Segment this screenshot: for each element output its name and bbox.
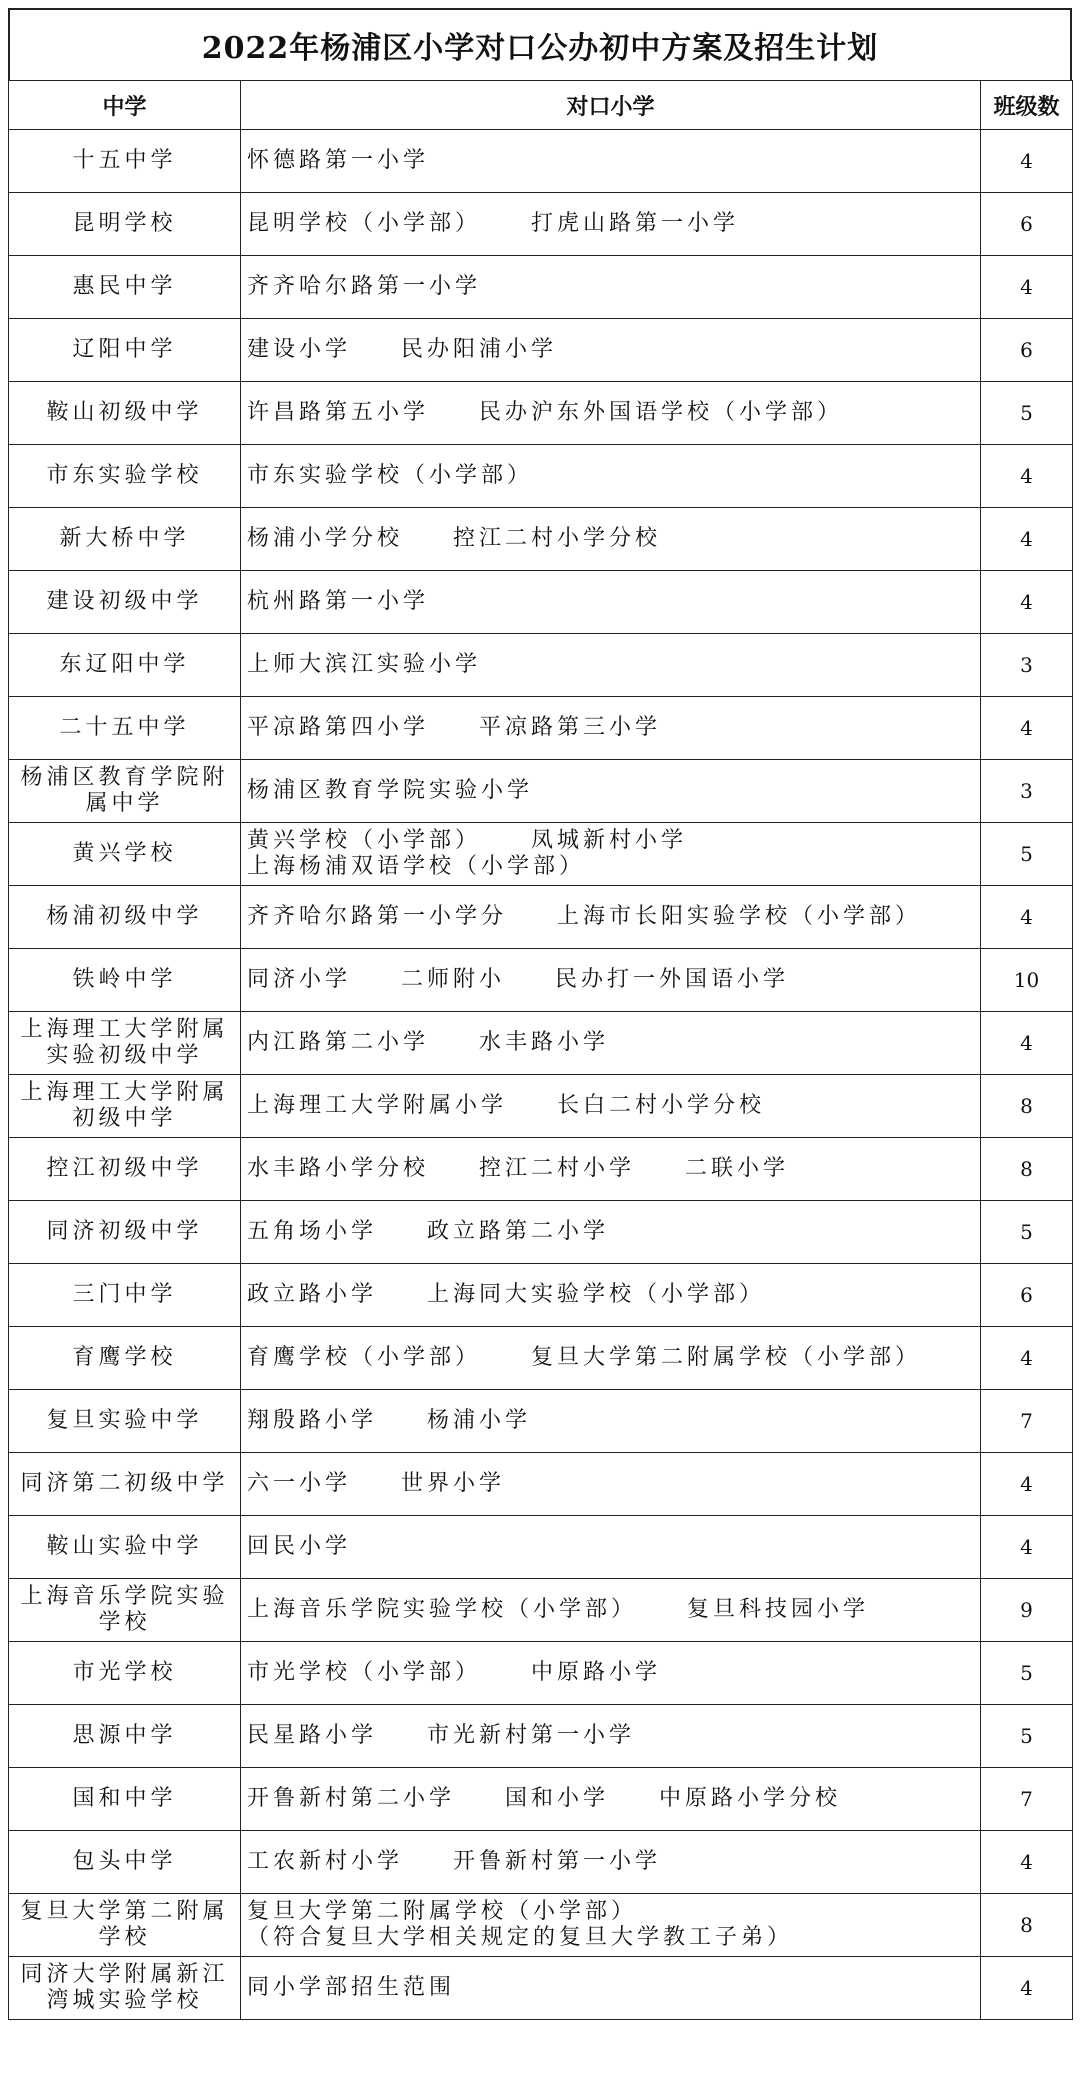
primary-school-name: 长白二村小学分校	[557, 1093, 766, 1118]
middle-school-cell: 同济初级中学	[9, 1201, 241, 1264]
class-count-cell: 10	[981, 949, 1073, 1012]
class-count-cell: 4	[981, 697, 1073, 760]
class-count-cell: 4	[981, 130, 1073, 193]
primary-school-name: 市光学校（小学部）	[247, 1660, 482, 1685]
primary-school-name: 世界小学	[401, 1471, 506, 1496]
primary-schools-cell	[241, 760, 981, 823]
primary-school-name: 政立路第二小学	[427, 1219, 610, 1244]
primary-schools-cell	[241, 823, 981, 886]
primary-school-name: 水丰路小学	[479, 1030, 610, 1055]
class-count-cell: 4	[981, 256, 1073, 319]
middle-school-cell: 复旦大学第二附属学校	[9, 1894, 241, 1957]
primary-school-name: 开鲁新村第二小学	[247, 1786, 456, 1811]
table-row	[9, 697, 1073, 760]
header-class-count: 班级数	[981, 81, 1073, 130]
primary-school-note: （符合复旦大学相关规定的复旦大学教工子弟）	[247, 1925, 794, 1950]
table-row	[9, 445, 1073, 508]
primary-school-name: 怀德路第一小学	[247, 148, 430, 173]
middle-school-cell: 控江初级中学	[9, 1138, 241, 1201]
primary-schools-cell	[241, 382, 981, 445]
primary-school-name: 市东实验学校（小学部）	[247, 463, 534, 488]
primary-schools-cell	[241, 130, 981, 193]
middle-school-cell: 杨浦初级中学	[9, 886, 241, 949]
class-count-cell: 8	[981, 1894, 1073, 1957]
primary-school-name: 回民小学	[247, 1534, 352, 1559]
middle-school-cell: 国和中学	[9, 1768, 241, 1831]
class-count-cell: 6	[981, 193, 1073, 256]
middle-school-cell: 二十五中学	[9, 697, 241, 760]
primary-school-name: 民星路小学	[247, 1723, 378, 1748]
class-count-cell: 5	[981, 1201, 1073, 1264]
class-count-cell: 4	[981, 1327, 1073, 1390]
table-row	[9, 1327, 1073, 1390]
middle-school-cell: 东辽阳中学	[9, 634, 241, 697]
primary-school-name: 昆明学校（小学部）	[247, 211, 482, 236]
middle-school-cell: 上海音乐学院实验学校	[9, 1579, 241, 1642]
middle-school-cell: 新大桥中学	[9, 508, 241, 571]
class-count-cell: 4	[981, 508, 1073, 571]
primary-schools-cell	[241, 1642, 981, 1705]
header-primary-schools: 对口小学	[241, 81, 981, 130]
primary-school-name: 市光新村第一小学	[427, 1723, 636, 1748]
table-row	[9, 1138, 1073, 1201]
primary-school-note: 上海杨浦双语学校（小学部）	[247, 854, 586, 879]
table-row	[9, 571, 1073, 634]
class-count-cell: 6	[981, 319, 1073, 382]
primary-school-name: 内江路第二小学	[247, 1030, 430, 1055]
primary-school-name: 复旦科技园小学	[687, 1597, 870, 1622]
table-row	[9, 382, 1073, 445]
document-sheet	[8, 8, 1072, 2020]
primary-schools-cell	[241, 886, 981, 949]
middle-school-cell: 复旦实验中学	[9, 1390, 241, 1453]
primary-school-name: 齐齐哈尔路第一小学	[247, 274, 482, 299]
class-count-cell: 8	[981, 1138, 1073, 1201]
table-row	[9, 1957, 1073, 2020]
middle-school-cell: 包头中学	[9, 1831, 241, 1894]
class-count-cell: 5	[981, 1642, 1073, 1705]
table-row	[9, 1642, 1073, 1705]
primary-school-name: 平凉路第三小学	[479, 715, 662, 740]
class-count-cell: 3	[981, 634, 1073, 697]
table-row	[9, 886, 1073, 949]
table-row	[9, 949, 1073, 1012]
primary-schools-cell	[241, 508, 981, 571]
primary-schools-cell	[241, 1327, 981, 1390]
enrollment-table	[8, 80, 1073, 2020]
table-row	[9, 1579, 1073, 1642]
table-row	[9, 130, 1073, 193]
primary-school-name: 五角场小学	[247, 1219, 378, 1244]
middle-school-cell: 鞍山实验中学	[9, 1516, 241, 1579]
primary-school-name: 开鲁新村第一小学	[453, 1849, 662, 1874]
class-count-cell: 8	[981, 1075, 1073, 1138]
primary-schools-cell	[241, 193, 981, 256]
header-middle-school: 中学	[9, 81, 241, 130]
primary-school-name: 上海理工大学附属小学	[247, 1093, 508, 1118]
primary-school-name: 中原路小学	[531, 1660, 662, 1685]
primary-school-name: 凤城新村小学	[531, 828, 688, 853]
table-row	[9, 1075, 1073, 1138]
class-count-cell: 4	[981, 1453, 1073, 1516]
document-title: 2022年杨浦区小学对口公办初中方案及招生计划	[8, 8, 1072, 80]
primary-school-name: 杨浦区教育学院实验小学	[247, 778, 534, 803]
middle-school-cell: 市光学校	[9, 1642, 241, 1705]
primary-school-name: 政立路小学	[247, 1282, 378, 1307]
table-row	[9, 319, 1073, 382]
table-row	[9, 256, 1073, 319]
primary-school-name: 杨浦小学分校	[247, 526, 404, 551]
class-count-cell: 5	[981, 1705, 1073, 1768]
table-row	[9, 1768, 1073, 1831]
middle-school-cell: 鞍山初级中学	[9, 382, 241, 445]
middle-school-cell: 上海理工大学附属初级中学	[9, 1075, 241, 1138]
primary-schools-cell	[241, 634, 981, 697]
class-count-cell: 4	[981, 1831, 1073, 1894]
primary-school-name: 同小学部招生范围	[247, 1975, 456, 2000]
middle-school-cell: 上海理工大学附属实验初级中学	[9, 1012, 241, 1075]
table-row	[9, 1201, 1073, 1264]
primary-schools-cell	[241, 1957, 981, 2020]
primary-school-name: 上海音乐学院实验学校（小学部）	[247, 1597, 638, 1622]
primary-school-name: 杨浦小学	[427, 1408, 532, 1433]
middle-school-cell: 辽阳中学	[9, 319, 241, 382]
primary-school-name: 上师大滨江实验小学	[247, 652, 482, 677]
middle-school-cell: 杨浦区教育学院附属中学	[9, 760, 241, 823]
table-row	[9, 193, 1073, 256]
table-row	[9, 823, 1073, 886]
primary-schools-cell	[241, 1264, 981, 1327]
primary-schools-cell	[241, 1201, 981, 1264]
primary-school-name: 许昌路第五小学	[247, 400, 430, 425]
primary-schools-cell	[241, 949, 981, 1012]
primary-schools-cell	[241, 1831, 981, 1894]
primary-school-name: 二师附小	[401, 967, 506, 992]
primary-schools-cell	[241, 697, 981, 760]
primary-schools-cell	[241, 1894, 981, 1957]
middle-school-cell: 黄兴学校	[9, 823, 241, 886]
middle-school-cell: 铁岭中学	[9, 949, 241, 1012]
primary-schools-cell	[241, 1138, 981, 1201]
primary-school-name: 齐齐哈尔路第一小学分	[247, 904, 508, 929]
table-header-row	[9, 81, 1073, 130]
middle-school-cell: 十五中学	[9, 130, 241, 193]
primary-school-name: 控江二村小学分校	[453, 526, 662, 551]
table-row	[9, 1516, 1073, 1579]
primary-schools-cell	[241, 1453, 981, 1516]
primary-school-name: 二联小学	[685, 1156, 790, 1181]
primary-schools-cell	[241, 1075, 981, 1138]
table-row	[9, 1894, 1073, 1957]
primary-school-name: 打虎山路第一小学	[531, 211, 740, 236]
primary-school-name: 水丰路小学分校	[247, 1156, 430, 1181]
primary-school-name: 育鹰学校（小学部）	[247, 1345, 482, 1370]
primary-schools-cell	[241, 445, 981, 508]
primary-schools-cell	[241, 1705, 981, 1768]
primary-schools-cell	[241, 1768, 981, 1831]
primary-schools-cell	[241, 1516, 981, 1579]
middle-school-cell: 思源中学	[9, 1705, 241, 1768]
middle-school-cell: 惠民中学	[9, 256, 241, 319]
primary-school-name: 民办打一外国语小学	[555, 967, 790, 992]
middle-school-cell: 昆明学校	[9, 193, 241, 256]
primary-school-name: 上海同大实验学校（小学部）	[427, 1282, 766, 1307]
primary-school-name: 翔殷路小学	[247, 1408, 378, 1433]
table-row	[9, 1012, 1073, 1075]
primary-school-name: 国和小学	[505, 1786, 610, 1811]
primary-school-name: 控江二村小学	[479, 1156, 636, 1181]
middle-school-cell: 三门中学	[9, 1264, 241, 1327]
table-row	[9, 634, 1073, 697]
table-row	[9, 1453, 1073, 1516]
table-row	[9, 1705, 1073, 1768]
primary-school-name: 同济小学	[247, 967, 352, 992]
primary-school-name: 建设小学	[247, 337, 352, 362]
class-count-cell: 3	[981, 760, 1073, 823]
middle-school-cell: 同济第二初级中学	[9, 1453, 241, 1516]
primary-school-name: 平凉路第四小学	[247, 715, 430, 740]
middle-school-cell: 市东实验学校	[9, 445, 241, 508]
primary-schools-cell	[241, 1390, 981, 1453]
table-row	[9, 760, 1073, 823]
primary-school-name: 上海市长阳实验学校（小学部）	[557, 904, 922, 929]
primary-school-name: 六一小学	[247, 1471, 352, 1496]
primary-school-name: 杭州路第一小学	[247, 589, 430, 614]
class-count-cell: 6	[981, 1264, 1073, 1327]
class-count-cell: 4	[981, 1012, 1073, 1075]
primary-school-name: 民办沪东外国语学校（小学部）	[479, 400, 844, 425]
table-row	[9, 508, 1073, 571]
class-count-cell: 4	[981, 1516, 1073, 1579]
middle-school-cell: 同济大学附属新江湾城实验学校	[9, 1957, 241, 2020]
table-row	[9, 1264, 1073, 1327]
middle-school-cell: 育鹰学校	[9, 1327, 241, 1390]
primary-schools-cell	[241, 1012, 981, 1075]
class-count-cell: 5	[981, 382, 1073, 445]
class-count-cell: 4	[981, 1957, 1073, 2020]
primary-schools-cell	[241, 256, 981, 319]
class-count-cell: 4	[981, 445, 1073, 508]
table-row	[9, 1831, 1073, 1894]
table-row	[9, 1390, 1073, 1453]
middle-school-cell: 建设初级中学	[9, 571, 241, 634]
class-count-cell: 9	[981, 1579, 1073, 1642]
primary-school-name: 黄兴学校（小学部）	[247, 828, 482, 853]
class-count-cell: 7	[981, 1390, 1073, 1453]
primary-schools-cell	[241, 571, 981, 634]
primary-school-name: 民办阳浦小学	[401, 337, 558, 362]
primary-school-name: 复旦大学第二附属学校（小学部）	[247, 1899, 638, 1924]
primary-school-name: 中原路小学分校	[659, 1786, 842, 1811]
primary-school-name: 工农新村小学	[247, 1849, 404, 1874]
class-count-cell: 4	[981, 571, 1073, 634]
primary-schools-cell	[241, 319, 981, 382]
primary-school-name: 复旦大学第二附属学校（小学部）	[531, 1345, 922, 1370]
class-count-cell: 5	[981, 823, 1073, 886]
class-count-cell: 7	[981, 1768, 1073, 1831]
class-count-cell: 4	[981, 886, 1073, 949]
primary-schools-cell	[241, 1579, 981, 1642]
